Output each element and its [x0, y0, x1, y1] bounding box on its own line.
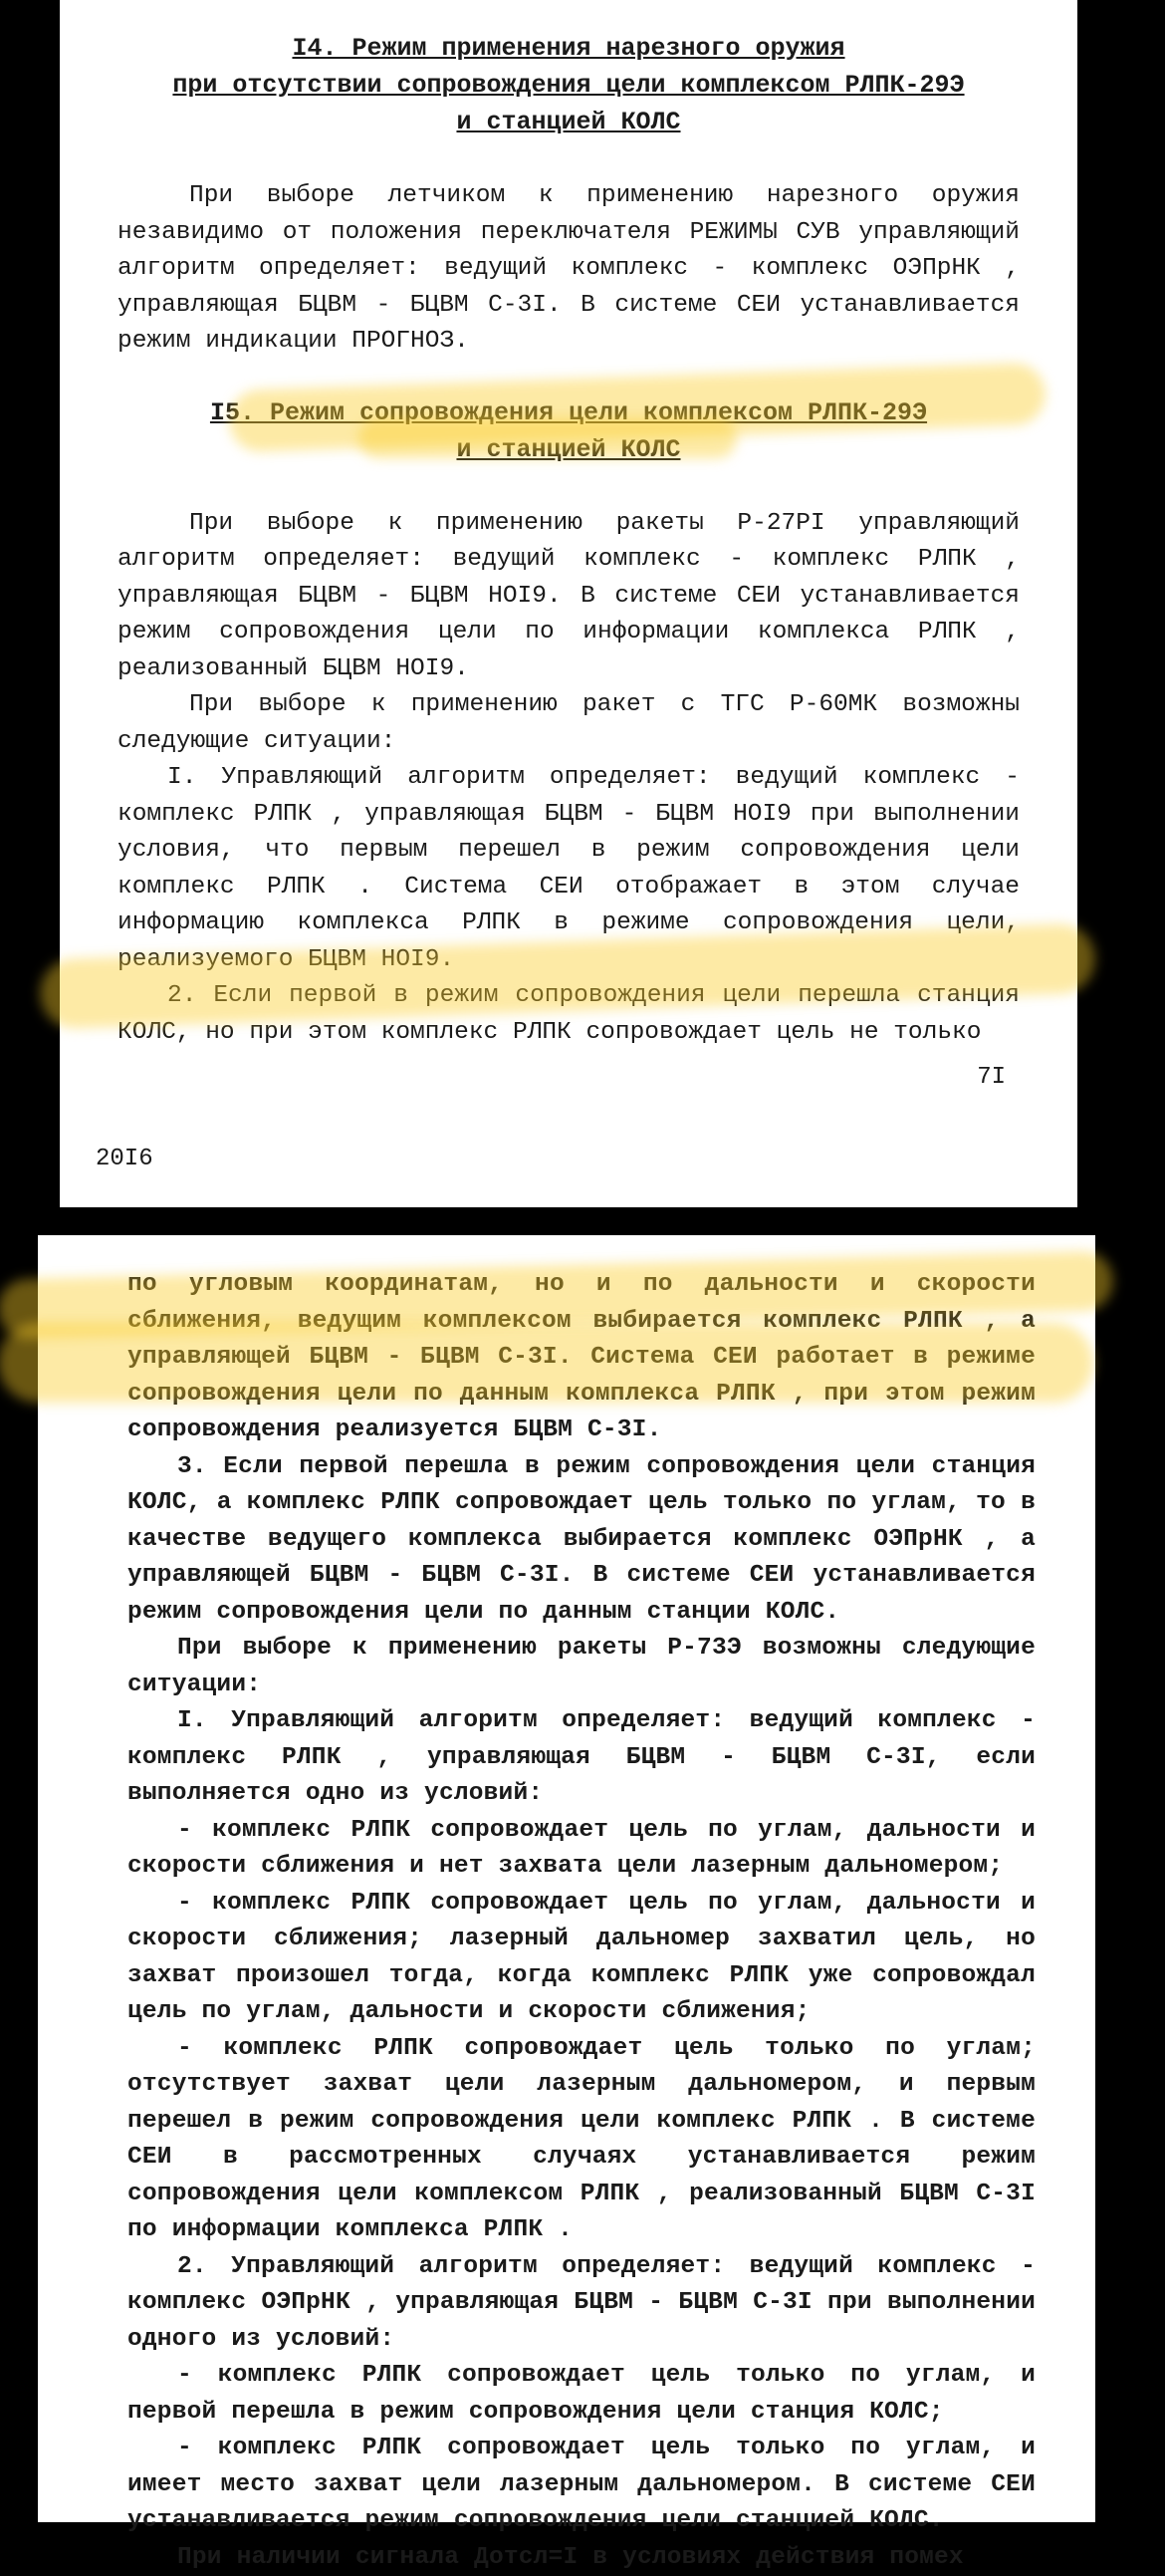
heading-line: при отсутствии сопровождения цели комплексом РЛПК-29Э [117, 67, 1020, 104]
page-2-paragraph: 2. Управляющий алгоритм определяет: ведущий комплекс - комплекс ОЭПрНК , управляющая БЦВМ - БЦВМ С-3I при выполнении одного из условий: [127, 2249, 1036, 2359]
page-2-paragraph: При наличии сигнала Дотсл=I в условиях действия помех [127, 2540, 1036, 2576]
heading-line: I4. Режим применения нарезного оружия [117, 30, 1020, 67]
document-page-1 [60, 0, 1077, 1207]
page-number: 7I [977, 1064, 1006, 1091]
page-2-paragraph: 3. Если первой перешла в режим сопровождения цели станция КОЛС, а комплекс РЛПК сопровождает цель только по углам, то в качестве ведущего комплекса выбирается комплекс ОЭПрНК , а управляющей БЦВМ - БЦВМ С-3I. В системе СЕИ устанавливается режим сопровождения цели по данным станции КОЛС. [127, 1449, 1036, 1632]
heading-line: и станцией КОЛС [117, 104, 1020, 140]
page-2-paragraph: При выборе к применению ракеты Р-73Э возможны следующие ситуации: [127, 1631, 1036, 1703]
section-14-paragraph: При выборе летчиком к применению нарезного оружия незавидимо от положения переключателя РЕЖИМЫ СУВ управляющий алгоритм определяет: ведущий комплекс - комплекс ОЭПрНК , управляющая БЦВМ - БЦВМ С-3I. В системе СЕИ устанавливается режим индикации ПРОГНОЗ. [117, 178, 1020, 361]
year-label: 20I6 [96, 1146, 153, 1172]
page-2-paragraph: - комплекс РЛПК сопровождает цель только по углам, и первой перешла в режим сопровождения цели станция КОЛС; [127, 2358, 1036, 2431]
heading-line: I5. Режим сопровождения цели комплексом РЛПК-29Э [117, 394, 1020, 431]
page-2-paragraph: - комплекс РЛПК сопровождает цель по углам, дальности и скорости сближения; лазерный дальномер захватил цель, но захват произошел тогда, когда комплекс РЛПК уже сопровождал цель по углам, дальности и скорости сближения; [127, 1886, 1036, 2031]
section-15-heading [117, 394, 1020, 468]
section-14-heading [117, 30, 1020, 140]
page-2-paragraph: - комплекс РЛПК сопровождает цель только по углам; отсутствует захват цели лазерным дальномером, и первым перешел в режим сопровождения цели комплекс РЛПК . В системе СЕИ в рассмотренных случаях устанавливается режим сопровождения цели комплексом РЛПК , реализованный БЦВМ С-3I по информации комплекса РЛПК . [127, 2031, 1036, 2249]
heading-line: и станцией КОЛС [117, 431, 1020, 468]
page-2-paragraph: - комплекс РЛПК сопровождает цель по углам, дальности и скорости сближения и нет захвата цели лазерным дальномером; [127, 1813, 1036, 1886]
section-15-paragraph: I. Управляющий алгоритм определяет: ведущий комплекс - комплекс РЛПК , управляющая БЦВМ - БЦВМ НОI9 при выполнении условия, что первым перешел в режим сопровождения цели комплекс РЛПК . Система СЕИ отображает в этом случае информацию комплекса РЛПК в режиме сопровождения цели, реализуемого БЦВМ НОI9. [117, 760, 1020, 978]
page-2-paragraph: по угловым координатам, но и по дальности и скорости сближения, ведущим комплексом выбирается комплекс РЛПК , а управляющей БЦВМ - БЦВМ С-3I. Система СЕИ работает в режиме сопровождения цели по данным комплекса РЛПК , при этом режим сопровождения реализуется БЦВМ С-3I. [127, 1267, 1036, 1449]
page-2-paragraph: - комплекс РЛПК сопровождает цель только по углам, и имеет место захват цели лазерным дальномером. В системе СЕИ устанавливается режим сопровождения цели станцией КОЛС. [127, 2431, 1036, 2540]
page-2-paragraph: I. Управляющий алгоритм определяет: ведущий комплекс - комплекс РЛПК , управляющая БЦВМ - БЦВМ С-3I, если выполняется одно из условий: [127, 1703, 1036, 1813]
section-15-paragraph: При выборе к применению ракет с ТГС Р-60МК возможны следующие ситуации: [117, 687, 1020, 760]
section-15-paragraph: 2. Если первой в режим сопровождения цели перешла станция КОЛС, но при этом комплекс РЛПК сопровождает цель не только [117, 978, 1020, 1051]
document-page-2 [38, 1235, 1095, 2522]
section-15-paragraph: При выборе к применению ракеты Р-27РI управляющий алгоритм определяет: ведущий комплекс - комплекс РЛПК , управляющая БЦВМ - БЦВМ НОI9. В системе СЕИ устанавливается режим сопровождения цели по информации комплекса РЛПК , реализованный БЦВМ НОI9. [117, 506, 1020, 688]
